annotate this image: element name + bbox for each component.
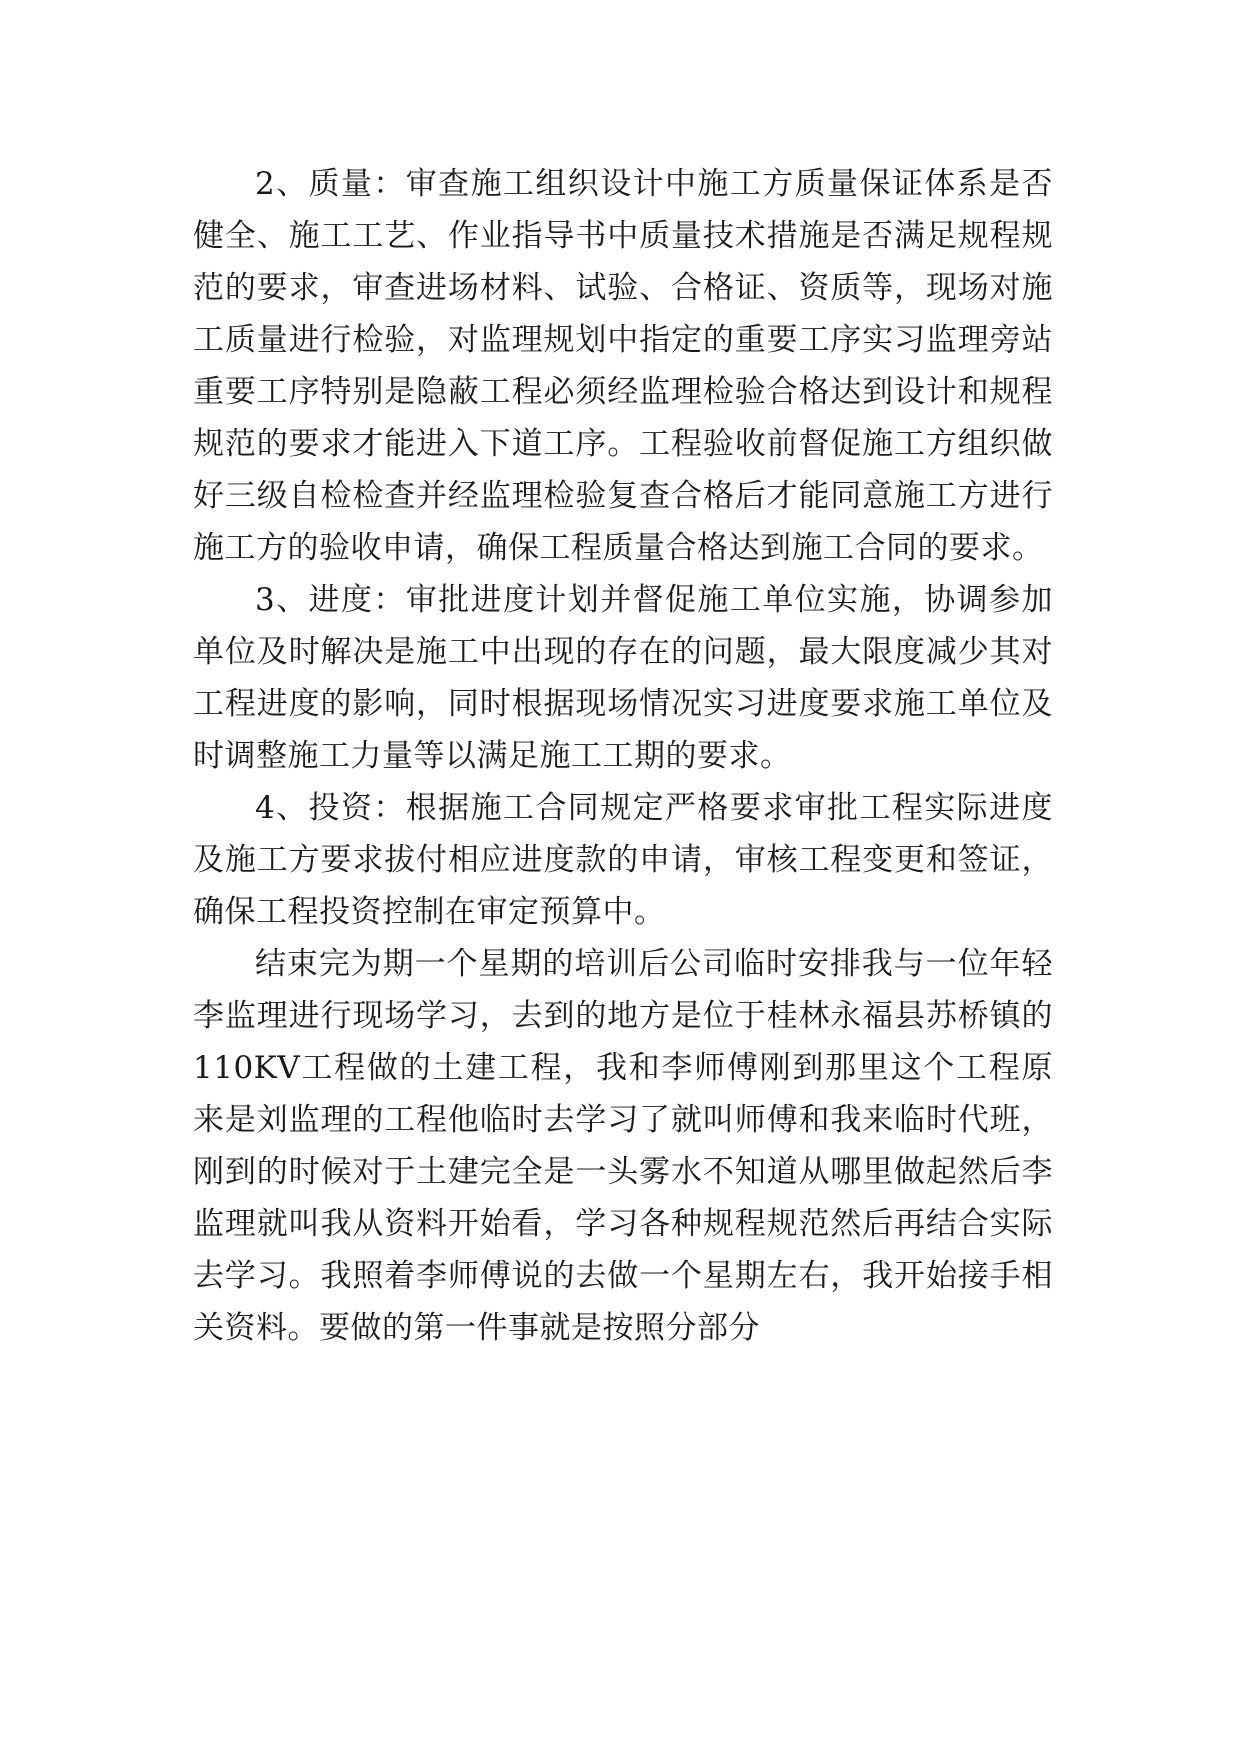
paragraph-site-study: 结束完为期一个星期的培训后公司临时安排我与一位年轻李监理进行现场学习，去到的地方是位于桂林永福县苏桥镇的110KV工程做的土建工程，我和李师傅刚到那里这个工程原来是刘监理的工程他临时去学习了就叫师傅和我来临时代班，刚到的时候对于土建完全是一头雾水不知道从哪里做起然后李监理就叫我从资料开始看，学习各种规程规范然后再结合实际去学习。我照着李师傅说的去做一个星期左右，我开始接手相关资料。要做的第一件事就是按照分部分 xyxy=(193,946,1053,1346)
paragraph-progress: 3、进度：审批进度计划并督促施工单位实施，协调参加单位及时解决是施工中出现的存在的问题，最大限度减少其对工程进度的影响，同时根据现场情况实习进度要求施工单位及时调整施工力量等以满足施工工期的要求。 xyxy=(193,582,1053,774)
paragraph-quality: 2、质量：审查施工组织设计中施工方质量保证体系是否健全、施工工艺、作业指导书中质量技术措施是否满足规程规范的要求，审查进场材料、试验、合格证、资质等，现场对施工质量进行检验，对监理规划中指定的重要工序实习监理旁站重要工序特别是隐蔽工程必须经监理检验合格达到设计和规程规范的要求才能进入下道工序。工程验收前督促施工方组织做好三级自检检查并经监理检验复查合格后才能同意施工方进行施工方的验收申请，确保工程质量合格达到施工合同的要求。 xyxy=(193,166,1053,566)
paragraph-investment: 4、投资：根据施工合同规定严格要求审批工程实际进度及施工方要求拔付相应进度款的申请，审核工程变更和签证，确保工程投资控制在审定预算中。 xyxy=(193,790,1053,930)
document-body xyxy=(193,158,1053,1354)
